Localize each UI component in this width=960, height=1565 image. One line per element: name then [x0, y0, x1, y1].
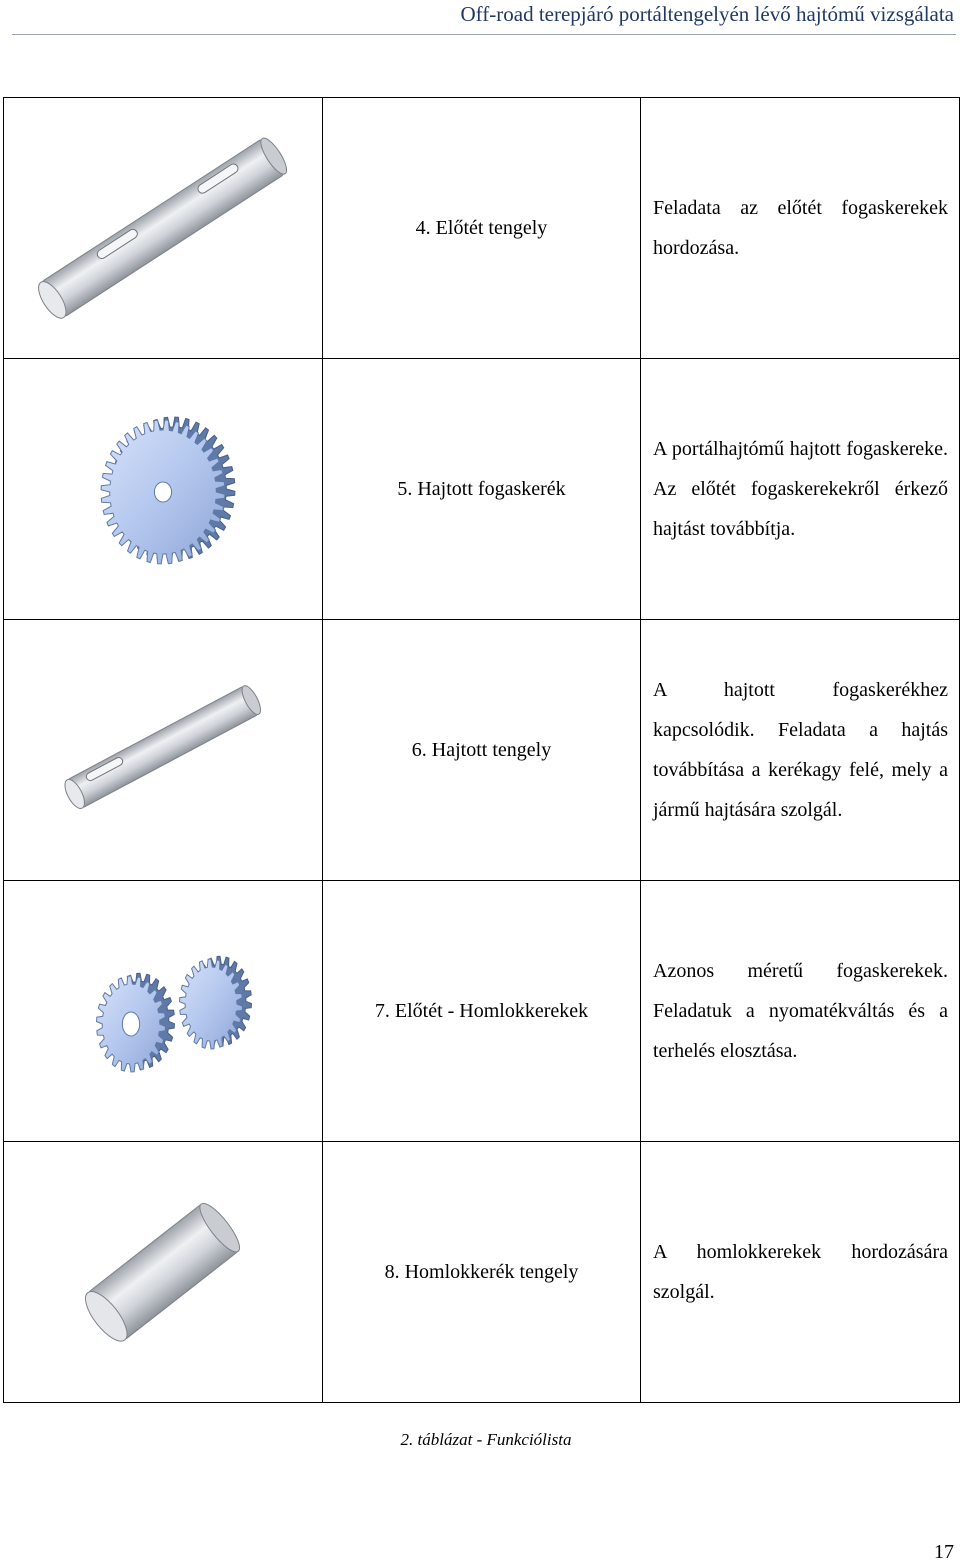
table-row	[4, 1142, 960, 1403]
part-description: Azonos méretű fogaskerekek. Feladatuk a nyomatékváltás és a terhelés elosztása.	[653, 960, 948, 1062]
part-name: 5. Hajtott fogaskerék	[323, 359, 641, 620]
part-name: 6. Hajtott tengely	[323, 620, 641, 881]
part-name: 7. Előtét - Homlokkerekek	[323, 881, 641, 1142]
plain-shaft-icon	[13, 1147, 313, 1397]
part-name: 8. Homlokkerék tengely	[323, 1142, 641, 1403]
document-title: Off-road terepjáró portáltengelyén lévő hajtómű vizsgálata	[460, 2, 954, 26]
part-description: A hajtott fogaskerékhez kapcsolódik. Feladata a hajtás továbbítása a kerékagy felé, mely a jármű hajtására szolgál.	[653, 679, 948, 821]
header-rule	[12, 34, 956, 35]
slotted-shaft-icon	[13, 103, 313, 353]
part-image-cell	[4, 1142, 323, 1403]
table-caption: 2. táblázat - Funkciólista	[400, 1430, 572, 1449]
spur-gear-icon	[13, 364, 313, 614]
gear-pair-icon	[13, 886, 313, 1136]
table-row	[4, 359, 960, 620]
keyed-shaft-icon	[13, 625, 313, 875]
table-row	[4, 98, 960, 359]
part-image-cell	[4, 359, 323, 620]
function-table	[3, 97, 960, 1403]
part-description: A portálhajtómű hajtott fogaskereke. Az előtét fogaskerekekről érkező hajtást továbbítja.	[653, 438, 948, 540]
running-header	[0, 0, 960, 40]
table-row	[4, 881, 960, 1142]
part-description: Feladata az előtét fogaskerekek hordozása.	[653, 197, 948, 259]
part-description: A homlokkerekek hordozására szolgál.	[653, 1241, 948, 1303]
part-image-cell	[4, 98, 323, 359]
part-image-cell	[4, 620, 323, 881]
table-row	[4, 620, 960, 881]
page-number: 17	[934, 1541, 954, 1563]
part-name: 4. Előtét tengely	[323, 98, 641, 359]
part-image-cell	[4, 881, 323, 1142]
